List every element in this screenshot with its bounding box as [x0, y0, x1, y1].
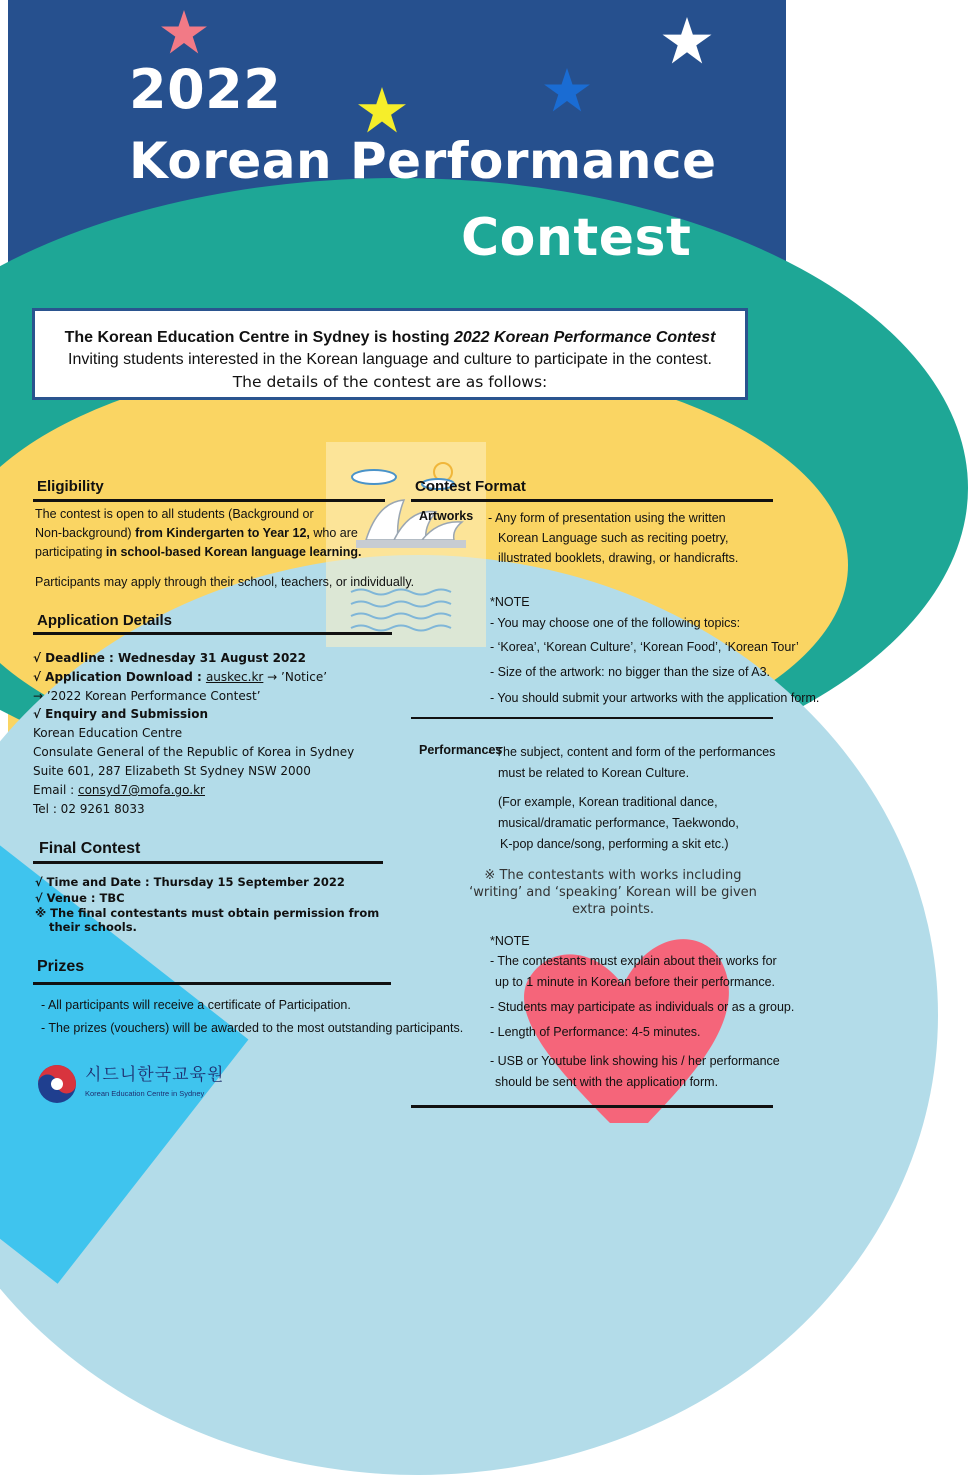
final-note-line1: ※ The final contestants must obtain permission from — [35, 906, 380, 920]
download-link[interactable]: auskec.kr — [205, 670, 264, 684]
artworks-rule — [411, 717, 773, 719]
blue-star-icon — [544, 68, 590, 112]
application-tel: Tel : 02 9261 8033 — [33, 802, 145, 816]
artworks-line3: illustrated booklets, drawing, or handicrafts. — [498, 551, 739, 565]
intro-line2: Inviting students interested in the Korean language and culture to participate in the contest. — [68, 351, 712, 368]
download-label: √ Application Download : — [33, 670, 206, 684]
application-heading: Application Details — [37, 612, 173, 629]
address-line1: Korean Education Centre — [33, 726, 183, 740]
download-rest: → ’Notice’ — [263, 670, 328, 684]
email-link[interactable]: consyd7@mofa.go.kr — [77, 783, 205, 797]
application-download-line2: → ’2022 Korean Performance Contest’ — [33, 689, 261, 703]
intro-box — [32, 308, 748, 400]
performances-note2: up to 1 minute in Korean before their performance. — [495, 975, 776, 989]
performances-note1: - The contestants must explain about their works for — [490, 954, 777, 968]
artworks-note3: - Size of the artwork: no bigger than the size of A3. — [490, 665, 771, 679]
performances-line5: K-pop dance/song, performing a skit etc.) — [500, 837, 729, 851]
extra-points-line2: ‘writing’ and ‘speaking’ Korean will be given — [469, 885, 757, 900]
performances-note4: - Length of Performance: 4-5 minutes. — [490, 1025, 701, 1039]
eligibility-line3-bold: in school-based Korean language learning. — [105, 545, 362, 559]
title-main: Korean Performance — [129, 132, 717, 190]
logo-english-text: Korean Education Centre in Sydney — [85, 1089, 205, 1098]
application-download — [33, 668, 327, 687]
format-rule — [411, 499, 773, 502]
final-rule — [33, 861, 383, 864]
artworks-note1: - You may choose one of the following topics: — [490, 616, 741, 630]
prizes-line2: - The prizes (vouchers) will be awarded to the most outstanding participants. — [41, 1021, 464, 1035]
final-heading: Final Contest — [39, 840, 141, 857]
eligibility-line2-a: Non-background) — [35, 526, 136, 540]
eligibility-line1: The contest is open to all students (Background or — [35, 507, 314, 521]
application-email — [33, 781, 205, 800]
title-sub: Contest — [461, 208, 692, 268]
performances-line2: must be related to Korean Culture. — [498, 766, 690, 780]
application-enquiry: √ Enquiry and Submission — [33, 707, 209, 721]
application-rule — [33, 632, 392, 635]
eligibility-line2-bold: from Kindergarten to Year 12, — [135, 526, 310, 540]
yellow-star-icon — [358, 87, 406, 133]
performances-note3: - Students may participate as individuals or as a group. — [490, 1000, 795, 1014]
format-bottom-rule — [411, 1105, 773, 1108]
artworks-note4: - You should submit your artworks with the application form. — [490, 691, 820, 705]
format-heading: Contest Format — [415, 478, 526, 495]
eligibility-line2 — [35, 524, 358, 543]
pink-star-icon — [161, 10, 207, 54]
performances-line4: musical/dramatic performance, Taekwondo, — [498, 816, 739, 830]
performances-note-heading: *NOTE — [490, 934, 530, 948]
eligibility-line3 — [35, 543, 361, 562]
final-venue: √ Venue : TBC — [35, 891, 125, 905]
intro-line1 — [35, 327, 745, 349]
prizes-line1: - All participants will receive a certificate of Participation. — [41, 998, 351, 1012]
extra-points-line3: extra points. — [571, 902, 655, 917]
prizes-heading: Prizes — [37, 958, 85, 975]
eligibility-heading: Eligibility — [37, 478, 104, 495]
artworks-note2: - ‘Korea’, ‘Korean Culture’, ‘Korean Food’, ‘Korean Tour’ — [490, 640, 799, 654]
application-deadline: √ Deadline : Wednesday 31 August 2022 — [33, 651, 307, 665]
white-star-icon — [662, 17, 712, 64]
email-label: Email : — [33, 783, 78, 797]
intro-line1-italic: 2022 Korean Performance Contest — [453, 329, 716, 346]
artworks-label: Artworks — [419, 509, 474, 523]
performances-note6: should be sent with the application form. — [495, 1075, 719, 1089]
performances-note5: - USB or Youtube link showing his / her performance — [490, 1054, 780, 1068]
intro-line3: The details of the contest are as follows: — [232, 373, 548, 391]
logo-korean-text: 시드니한국교육원 — [85, 1065, 225, 1085]
eligibility-line4: Participants may apply through their school, teachers, or individually. — [35, 575, 415, 589]
artworks-line2: Korean Language such as reciting poetry, — [498, 531, 729, 545]
performances-line3: (For example, Korean traditional dance, — [498, 795, 718, 809]
prizes-rule — [33, 982, 391, 985]
eligibility-line2-c: who are — [309, 526, 358, 540]
korean-emblem-logo-icon — [37, 1064, 77, 1104]
performances-line1: - The subject, content and form of the performances — [488, 745, 776, 759]
eligibility-rule — [33, 499, 385, 502]
poster — [8, 0, 820, 1123]
address-line3: Suite 601, 287 Elizabeth St Sydney NSW 2000 — [33, 764, 311, 778]
artworks-line1: - Any form of presentation using the written — [488, 511, 726, 525]
title-year: 2022 — [129, 58, 282, 121]
intro-line1-prefix: The Korean Education Centre in Sydney is hosting — [64, 329, 454, 346]
final-time: √ Time and Date : Thursday 15 September 2022 — [35, 875, 345, 889]
eligibility-line3-a: participating — [35, 545, 106, 559]
performances-label: Performances — [419, 743, 503, 757]
address-line2: Consulate General of the Republic of Korea in Sydney — [33, 745, 355, 759]
final-note-line2: their schools. — [49, 920, 137, 934]
artworks-note-heading: *NOTE — [490, 595, 530, 609]
extra-points-line1: ※ The contestants with works including — [484, 868, 742, 883]
